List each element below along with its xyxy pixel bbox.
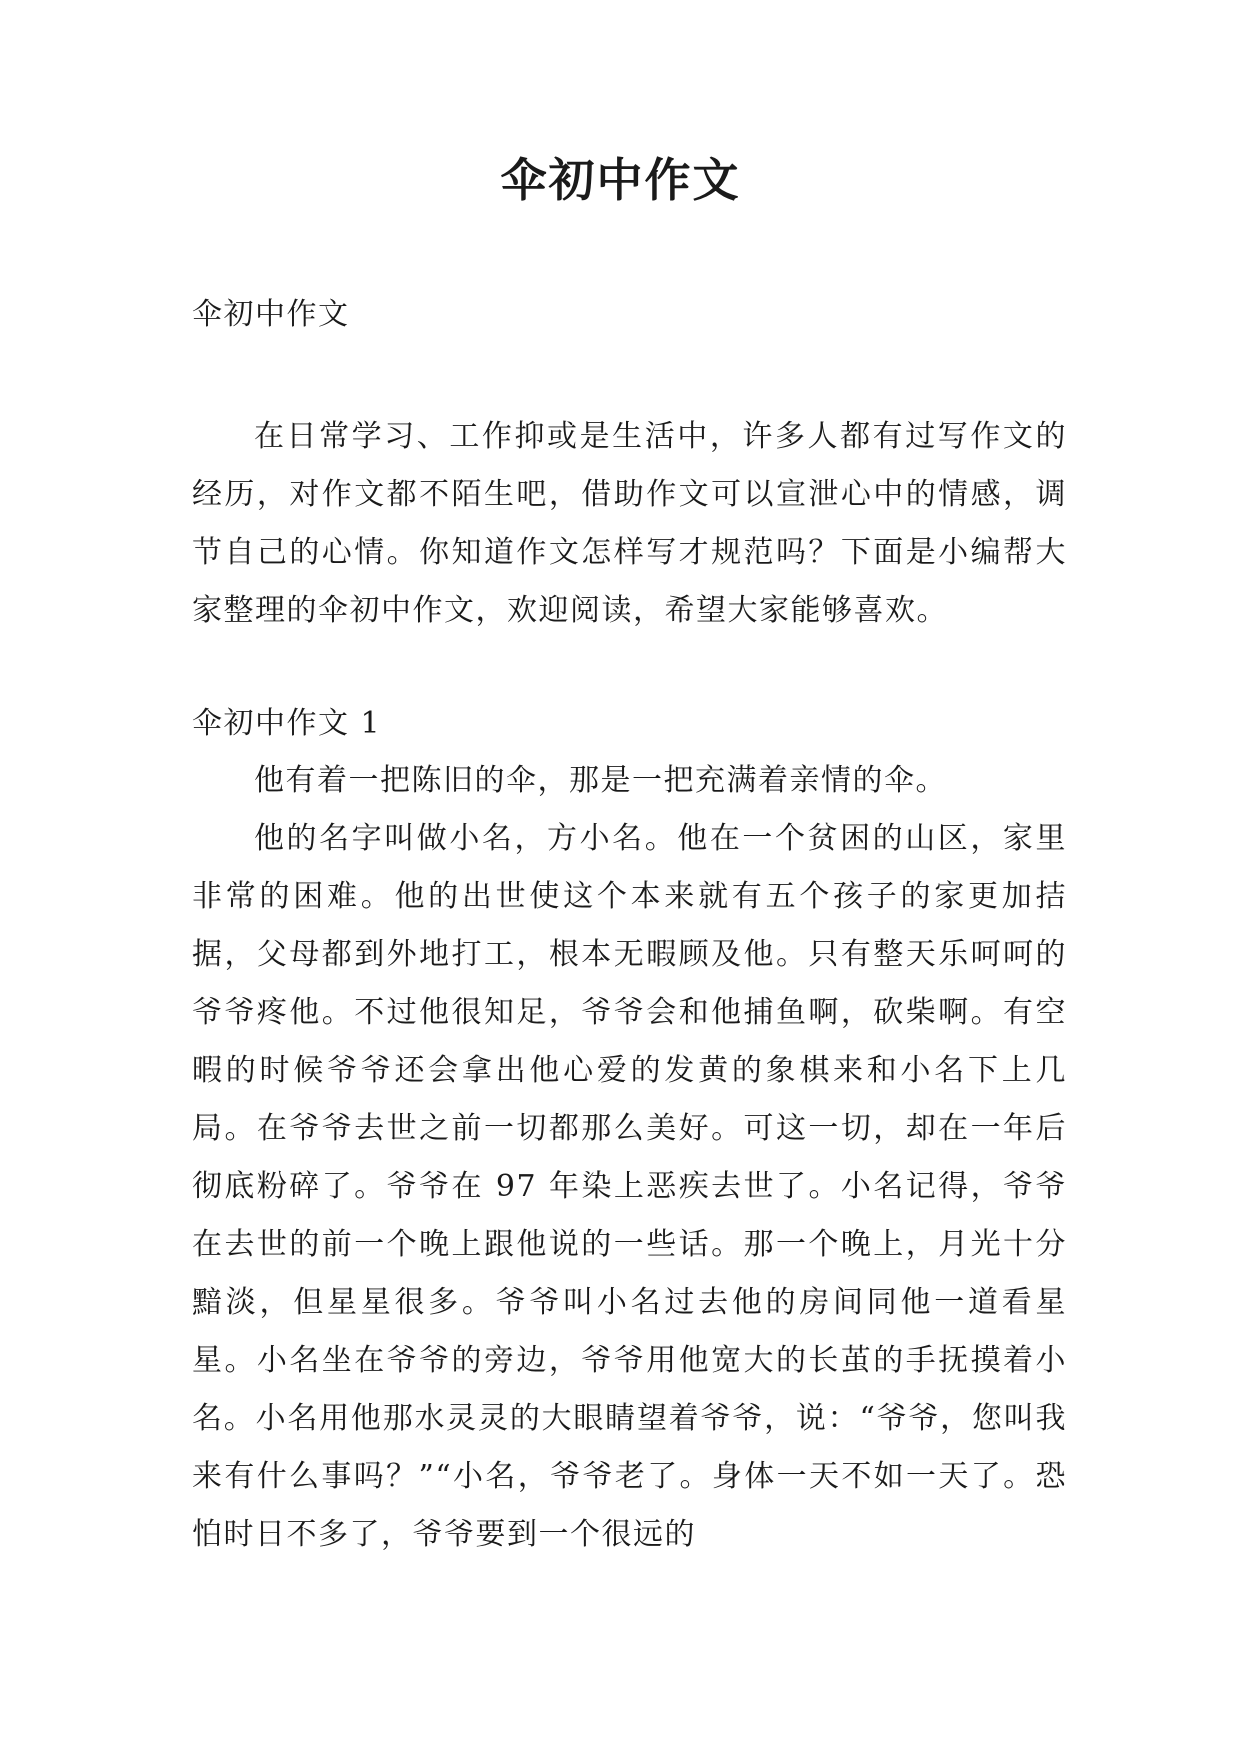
- document-subtitle: 伞初中作文: [192, 297, 350, 332]
- body-paragraph: 他的名字叫做小名，方小名。他在一个贫困的山区，家里非常的困难。他的出世使这个本来就有五个孩子的家更加拮据，父母都到外地打工，根本无暇顾及他。只有整天乐呵呵的爷爷疼他。不过他很知足，爷爷会和他捕鱼啊，砍柴啊。有空暇的时候爷爷还会拿出他心爱的发黄的象棋来和小名下上几局。在爷爷去世之前一切都那么美好。可这一切，却在一年后彻底粉碎了。爷爷在 97 年染上恶疾去世了。小名记得，爷爷在去世的前一个晚上跟他说的一些话。那一个晚上，月光十分黯淡，但星星很多。爷爷叫小名过去他的房间同他一道看星星。小名坐在爷爷的旁边，爷爷用他宽大的长茧的手抚摸着小名。小名用他那水灵灵的大眼睛望着爷爷，说：“爷爷，您叫我来有什么事吗？”“小名，爷爷老了。身体一天不如一天了。恐怕时日不多了，爷爷要到一个很远的: [192, 821, 1067, 1552]
- intro-paragraph: 在日常学习、工作抑或是生活中，许多人都有过写作文的经历，对作文都不陌生吧，借助作文可以宣泄心中的情感，调节自己的心情。你知道作文怎样写才规范吗？下面是小编帮大家整理的伞初中作文，欢迎阅读，希望大家能够喜欢。: [192, 419, 1067, 628]
- section-heading: 伞初中作文 1: [192, 706, 382, 741]
- document-title: 伞初中作文: [500, 153, 741, 207]
- body-paragraph: 他有着一把陈旧的伞，那是一把充满着亲情的伞。: [254, 763, 947, 798]
